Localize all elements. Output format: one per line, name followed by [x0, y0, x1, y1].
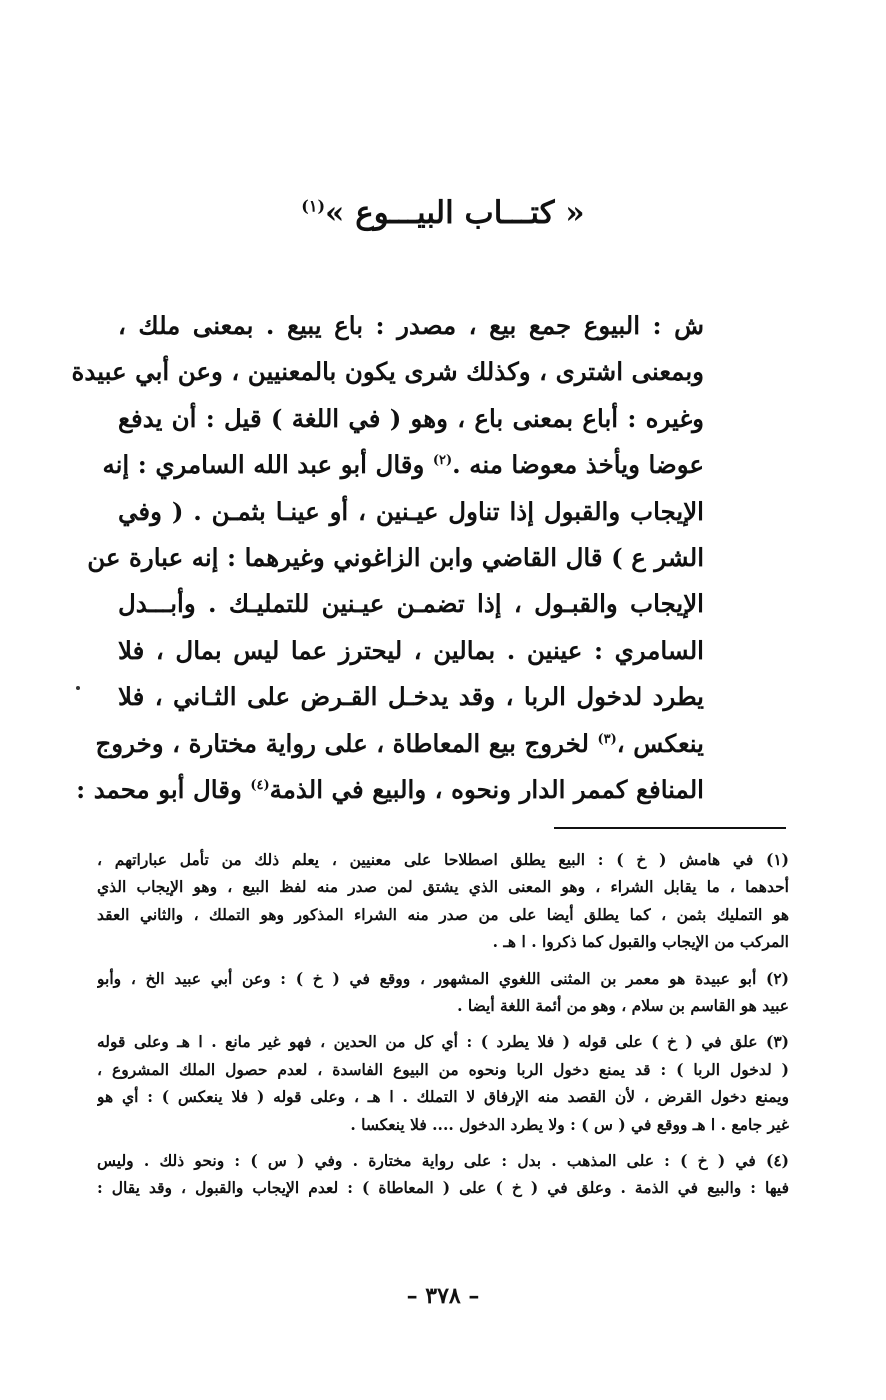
main-text-line: الإيجاب والقبـول ، إذا تضمـن عيـنين للتمليـك . وأبـــدل [118, 589, 704, 619]
main-text [71, 303, 704, 813]
footnote-line: (١) في هامش ( خ ) : البيع يطلق اصطلاحا على معنيين ، يعلم ذلك من تأمل عباراتهم ، [97, 850, 789, 869]
main-text-line [95, 721, 704, 767]
main-text-line: يطرد لدخول الربا ، وقد يدخـل القـرض على الثـاني ، فلا [118, 682, 704, 712]
main-text-segment: ينعكس ، [616, 728, 704, 758]
footnote-line: (٣) علق في ( خ ) على قوله ( فلا يطرد ) : أي كل من الحدين ، فهو غير مانع . ا هـ وعلى قوله [97, 1032, 789, 1052]
footnote-2 [97, 965, 789, 1020]
footnote-line: عبيد هو القاسم بن سلام ، وهو من أئمة اللغة أيضا . [457, 995, 789, 1015]
margin-mark [76, 686, 80, 690]
footnote-line: غير جامع . ا هـ ووقع في ( س ) : ولا يطرد الدخول .... فلا ينعكسا . [350, 1114, 789, 1134]
footnote-line: (٢) أبو عبيدة هو معمر بن المثنى اللغوي المشهور ، ووقع في ( خ ) : وعن أبي عبيد الخ ، وأبو [97, 968, 789, 988]
main-text-segment: وقال أبو عبد الله السامري : إنه [102, 450, 425, 480]
main-text-line [76, 767, 704, 813]
footnote-ref-4: (٤) [250, 777, 270, 793]
main-text-line: السامري : عينين . بمالين ، ليحترز عما ليس بمال ، فلا [118, 635, 704, 665]
footnote-ref-2: (٢) [432, 453, 453, 469]
footnotes [97, 846, 789, 1211]
footnote-line: ويمنع دخول القرض ، لأن القصد منه الإرفاق لا التملك . ا هـ ، وعلى قوله ( فلا ينعكس ) : أي هو [97, 1087, 789, 1107]
main-text-segment: لخروج بيع المعاطاة ، على رواية مختارة ، وخروج [95, 728, 589, 758]
chapter-title-footnote-ref: (١) [301, 196, 326, 216]
footnote-line: (٤) في ( خ ) : على المذهب . بدل : على رواية مختارة . وفي ( س ) : ونحو ذلك . وليس [97, 1150, 789, 1170]
footnote-line: فيها : والبيع في الذمة . وعلق في ( خ ) على ( المعاطاة ) : لعدم الإيجاب والقبول ، وقد يقال : [97, 1178, 789, 1198]
main-text-segment: وقال أبو محمد : [76, 774, 242, 804]
footnote-separator [554, 827, 786, 829]
main-text-line: ش : البيوع جمع بيع ، مصدر : باع يبيع . بمعنى ملك ، [118, 311, 704, 340]
main-text-segment: المنافع كممر الدار ونحوه ، والبيع في الذمة [269, 774, 704, 804]
main-text-line: وبمعنى اشترى ، وكذلك شرى يكون بالمعنيين ، وعن أبي عبيدة [71, 357, 704, 387]
footnote-4 [97, 1147, 789, 1202]
footnote-line: المركب من الإيجاب والقبول كما ذكروا . ا هـ . [492, 932, 789, 952]
main-text-segment: عوضا ويأخذ معوضا منه . [452, 450, 704, 480]
main-text-line [102, 442, 704, 488]
footnote-ref-3: (٣) [597, 731, 617, 747]
main-text-line: الإيجاب والقبول إذا تناول عيـنين ، أو عينـا بثمـن . ( وفي [118, 496, 704, 526]
chapter-title [0, 195, 886, 231]
page-number: – ٣٧٨ – [406, 1283, 480, 1309]
main-text-line: وغيره : أباع بمعنى باع ، وهو ( في اللغة ) قيل : أن يدفع [118, 403, 704, 433]
footnote-line: ( لدخول الربا ) : قد يمنع دخول الربا ونحوه من البيوع الفاسدة ، لعدم حصول الملك المشروع ، [97, 1059, 789, 1079]
footnote-1 [97, 846, 789, 956]
main-text-line: الشر ع ) قال القاضي وابن الزاغوني وغيرهما : إنه عبارة عن [87, 542, 704, 572]
footnote-line: أحدهما ، ما يقابل الشراء ، وهو المعنى الذي يشتق لمن صدر منه لفظ البيع ، وهو الإيجاب الذي [97, 877, 789, 897]
chapter-title-text: « كتـــاب البيـــوع » [325, 195, 585, 231]
footnote-3 [97, 1028, 789, 1138]
footnote-line: هو التمليك بثمن ، كما يطلق أيضا على من صدر منه الشراء المذكور وهو التملك ، والثاني العقد [97, 904, 789, 924]
